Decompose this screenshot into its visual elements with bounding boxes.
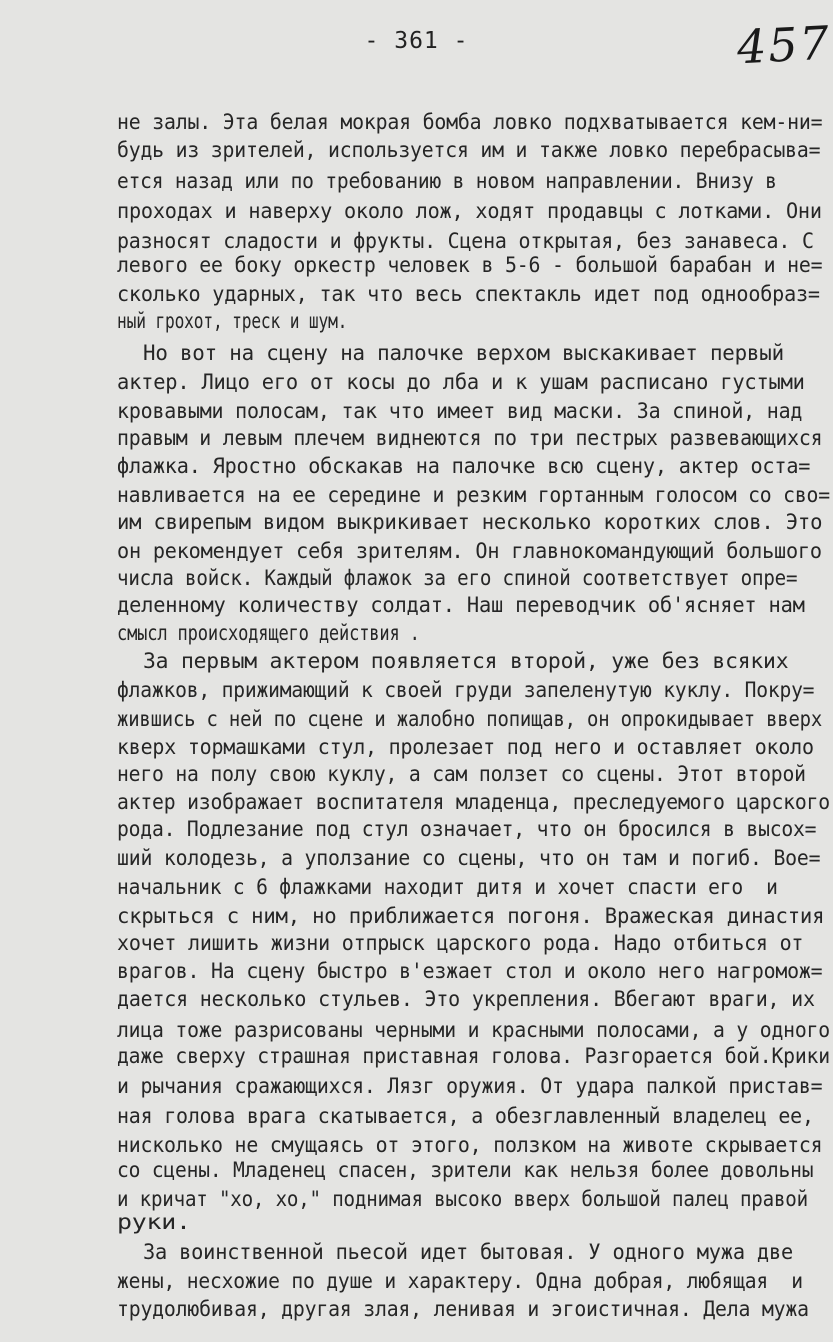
text-line: руки. xyxy=(117,1209,191,1234)
text-line: смысл происходящего действия . xyxy=(117,620,420,645)
text-line: За первым актером появляется второй, уже без всяких xyxy=(143,648,789,673)
text-line: и рычания сражающихся. Лязг оружия. От удара палкой пристав= xyxy=(117,1073,823,1098)
text-line: скрыться с ним, но приближается погоня. Вражеская династия xyxy=(117,903,825,928)
text-line: не залы. Эта белая мокрая бомба ловко подхватывается кем-ни= xyxy=(117,109,823,134)
text-line: Но вот на сцену на палочке верхом выскакивает первый xyxy=(143,340,784,365)
handwritten-archive-number: 457 xyxy=(735,15,833,75)
text-line: жившись с ней по сцене и жалобно попищав, он опрокидывает вверх xyxy=(117,706,823,731)
text-line: ший колодезь, а уползание со сцены, что он там и погиб. Вое= xyxy=(117,845,821,870)
text-line: проходах и наверху около лож, ходят продавцы с лотками. Они xyxy=(117,198,822,223)
text-line: нисколько не смущаясь от этого, ползком на животе скрывается xyxy=(117,1132,823,1157)
text-line: кверх тормашками стул, пролезает под него и оставляет около xyxy=(117,734,814,759)
text-line: кровавыми полосам, так что имеет вид маски. За спиной, над xyxy=(117,398,803,423)
text-line: деленному количеству солдат. Наш переводчик об'ясняет нам xyxy=(117,592,805,617)
text-line: дается несколько стульев. Это укрепления. Вбегают враги, их xyxy=(117,986,815,1011)
text-line: правым и левым плечем виднеются по три пестрых развевающихся xyxy=(117,425,823,450)
text-line: врагов. На сцену быстро в'езжает стол и около него нагромож= xyxy=(117,958,823,983)
text-line: сколько ударных, так что весь спектакль идет под однообраз= xyxy=(117,281,820,306)
text-line: актер. Лицо его от косы до лба и к ушам расписано густыми xyxy=(117,369,805,394)
text-line: флажка. Яростно обскакав на палочке всю сцену, актер оста= xyxy=(117,453,811,478)
text-line: трудолюбивая, другая злая, ленивая и эгоистичная. Дела мужа xyxy=(117,1296,809,1321)
text-line: За воинственной пьесой идет бытовая. У одного мужа две xyxy=(143,1239,794,1264)
text-line: актер изображает воспитателя младенца, преследуемого царского xyxy=(117,789,830,814)
text-line: им свирепым видом выкрикивает несколько коротких слов. Это xyxy=(117,509,823,534)
text-line: него на полу свою куклу, а сам ползет со сцены. Этот второй xyxy=(117,761,806,786)
text-line: числа войск. Каждый флажок за его спиной соответствует опре= xyxy=(117,565,798,590)
text-line: ная голова врага скатывается, а обезглавленный владелец ее, xyxy=(117,1103,814,1128)
text-line: рода. Подлезание под стул означает, что он бросился в высох= xyxy=(117,816,817,841)
text-line: будь из зрителей, используется им и также ловко перебрасыва= xyxy=(117,137,821,162)
text-line: и кричат "хо, хо," поднимая высоко вверх большой палец правой xyxy=(117,1186,808,1211)
page-number: - 361 - xyxy=(364,28,469,54)
text-line: хочет лишить жизни отпрыск царского рода. Надо отбиться от xyxy=(117,930,804,955)
text-line: левого ее боку оркестр человек в 5-6 - большой барабан и не= xyxy=(117,252,823,277)
text-line: ется назад или по требованию в новом направлении. Внизу в xyxy=(117,168,777,193)
text-line: жены, несхожие по душе и характеру. Одна добрая, любящая и xyxy=(117,1268,803,1293)
text-line: он рекомендует себя зрителям. Он главнокомандующий большого xyxy=(117,538,822,563)
text-line: со сцены. Младенец спасен, зрители как нельзя более довольны xyxy=(117,1157,814,1182)
text-line: флажков, прижимающий к своей груди запеленутую куклу. Покру= xyxy=(117,677,815,702)
text-line: разносят сладости и фрукты. Сцена открытая, без занавеса. С xyxy=(117,228,814,253)
text-line: ный грохот, треск и шум. xyxy=(117,308,348,333)
text-line: начальник с 6 флажками находит дитя и хочет спасти его и xyxy=(117,874,778,899)
text-line: даже сверху страшная приставная голова. Разгорается бой.Крики xyxy=(117,1043,830,1068)
text-line: навливается на ее середине и резким гортанным голосом со сво= xyxy=(117,482,830,507)
text-line: лица тоже разрисованы черными и красными полосами, а у одного xyxy=(117,1017,830,1042)
